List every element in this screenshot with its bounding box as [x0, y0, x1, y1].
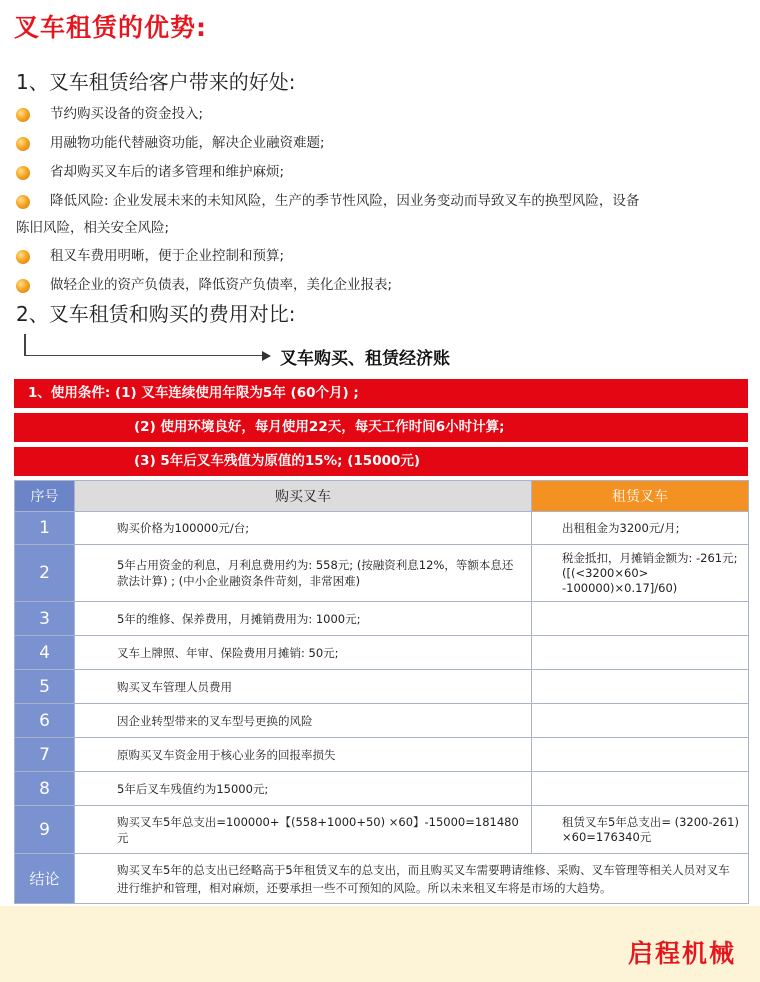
row-number: 2: [15, 545, 75, 602]
comparison-subtitle: 叉车购买、租赁经济账: [280, 349, 450, 369]
conclusion-row: [15, 854, 749, 904]
section-1-title: 1、叉车租赁给客户带来的好处:: [16, 70, 296, 94]
table-row: [15, 602, 749, 636]
table-row: [15, 806, 749, 854]
orange-bullet-icon: [16, 279, 30, 293]
lease-cell: [532, 602, 749, 636]
lease-cell: [532, 738, 749, 772]
header-no: 序号: [15, 481, 75, 512]
header-lease: 租赁叉车: [532, 481, 749, 512]
table-row: [15, 738, 749, 772]
table-row: [15, 772, 749, 806]
orange-bullet-icon: [16, 166, 30, 180]
page-title: 叉车租赁的优势:: [14, 13, 207, 42]
table-row: [15, 670, 749, 704]
buy-cell: 购买叉车5年总支出=100000+【(558+1000+50) ×60】-15000=181480元: [75, 806, 532, 854]
condition-banner: (2) 使用环境良好，每月使用22天，每天工作时间6小时计算;: [14, 413, 748, 442]
table-row: [15, 512, 749, 545]
lease-cell: [532, 772, 749, 806]
orange-bullet-icon: [16, 137, 30, 151]
buy-cell: 原购买叉车资金用于核心业务的回报率损失: [75, 738, 532, 772]
row-number: 4: [15, 636, 75, 670]
orange-bullet-icon: [16, 108, 30, 122]
lease-cell: [532, 636, 749, 670]
list-item: 节约购买设备的资金投入;: [16, 100, 752, 129]
lease-cell: 租赁叉车5年总支出= (3200-261) ×60=176340元: [532, 806, 749, 854]
section-2-title: 2、叉车租赁和购买的费用对比:: [16, 302, 296, 326]
list-item: 用融物功能代替融资功能，解决企业融资难题;: [16, 129, 752, 158]
list-item: 降低风险: 企业发展未来的未知风险，生产的季节性风险，因业务变动而导致叉车的换型风险，设备 陈旧风险，相关安全风险;: [16, 193, 640, 236]
buy-cell: 购买叉车管理人员费用: [75, 670, 532, 704]
lease-cell: [532, 704, 749, 738]
row-number: 3: [15, 602, 75, 636]
list-item: 租叉车费用明晰，便于企业控制和预算;: [16, 242, 752, 271]
table-row: [15, 704, 749, 738]
lease-cell: 出租租金为3200元/月;: [532, 512, 749, 545]
orange-bullet-icon: [16, 250, 30, 264]
buy-cell: 5年占用资金的利息，月利息费用约为: 558元; (按融资利息12%，等额本息还款法计算) ; (中小企业融资条件苛刻，非常困难): [75, 545, 532, 602]
buy-cell: 5年的维修、保养费用，月摊销费用为: 1000元;: [75, 602, 532, 636]
header-buy: 购买叉车: [75, 481, 532, 512]
buy-cell: 因企业转型带来的叉车型号更换的风险: [75, 704, 532, 738]
table-row: [15, 545, 749, 602]
arrow-right-icon: [262, 351, 271, 361]
connector-line: [24, 355, 264, 356]
conclusion-text: 购买叉车5年的总支出已经略高于5年租赁叉车的总支出，而且购买叉车需要聘请维修、采购、叉车管理等相关人员对叉车进行维护和管理，相对麻烦，还要承担一些不可预知的风险。所以未来租叉车将是市场的大趋势。: [75, 854, 749, 904]
buy-cell: 购买价格为100000元/台;: [75, 512, 532, 545]
list-item: 做轻企业的资产负债表，降低资产负债率，美化企业报表;: [16, 271, 752, 300]
condition-banner: (3) 5年后叉车残值为原值的15%; (15000元): [14, 447, 748, 476]
row-number: 7: [15, 738, 75, 772]
list-item: 省却购买叉车后的诸多管理和维护麻烦;: [16, 158, 752, 187]
table-row: [15, 636, 749, 670]
buy-cell: 叉车上牌照、年审、保险费用月摊销: 50元;: [75, 636, 532, 670]
cost-comparison-table: [14, 480, 749, 904]
connector-line: [24, 334, 26, 356]
condition-banner: 1、使用条件: (1) 叉车连续使用年限为5年 (60个月) ;: [14, 379, 748, 408]
row-number: 6: [15, 704, 75, 738]
brand-name: 启程机械: [627, 939, 736, 968]
lease-cell: 税金抵扣，月摊销金额为: -261元; ([(<3200×60> -100000)×0.17]/60): [532, 545, 749, 602]
row-number: 8: [15, 772, 75, 806]
row-number: 5: [15, 670, 75, 704]
lease-cell: [532, 670, 749, 704]
orange-bullet-icon: [16, 195, 30, 209]
benefit-list: [16, 100, 752, 300]
row-number: 1: [15, 512, 75, 545]
table-header-row: [15, 481, 749, 512]
buy-cell: 5年后叉车残值约为15000元;: [75, 772, 532, 806]
row-number: 9: [15, 806, 75, 854]
conclusion-label: 结论: [15, 854, 75, 904]
